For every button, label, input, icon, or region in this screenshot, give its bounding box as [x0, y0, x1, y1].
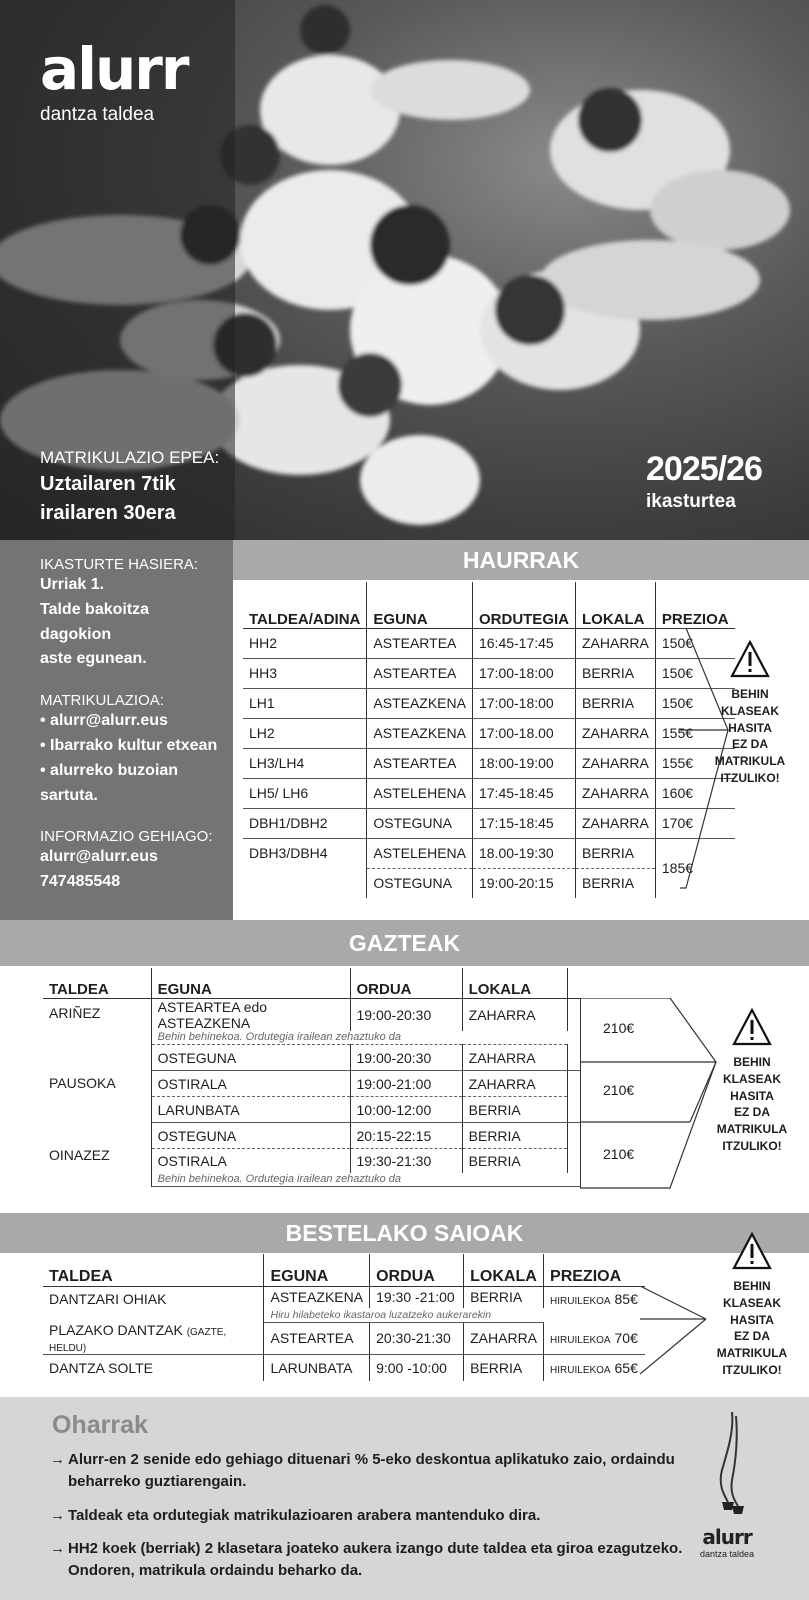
price: 85€: [614, 1290, 638, 1307]
warning-line: ITZULIKO!: [722, 1362, 782, 1377]
time: 19:00-20:30: [350, 998, 462, 1031]
group: DANTZA SOLTE: [43, 1355, 264, 1381]
start-label: IKASTURTE HASIERA:: [40, 556, 199, 573]
time: 20:15-22:15: [350, 1123, 462, 1149]
logo-subtitle: dantza taldea: [40, 104, 155, 125]
day: OSTIRALA: [151, 1071, 350, 1097]
time: 9:00 -10:00: [370, 1355, 464, 1381]
day: OSTIRALA: [151, 1149, 350, 1173]
time: 19:00-21:00: [350, 1071, 462, 1097]
day: ASTELEHENA: [367, 778, 473, 808]
warning-icon: [732, 1008, 772, 1046]
warning-line: EZ DA: [732, 737, 768, 752]
haurrak-band: HAURRAK: [233, 540, 809, 580]
more-info-phone: 747485548: [40, 873, 121, 891]
col-header: TALDEA: [43, 968, 151, 998]
price: 150€: [655, 688, 734, 718]
group-pausoka: PAUSOKA: [43, 1071, 151, 1123]
warning-line: HASITA: [730, 1312, 774, 1327]
time: 17:15-18:45: [472, 808, 575, 838]
time: 20:30-21:30: [370, 1322, 464, 1355]
note-item: → Taldeak eta ordutegiak matrikulazioaren arabera mantenduko dira.: [50, 1505, 690, 1527]
start-line: Urriak 1.: [40, 576, 105, 593]
place: BERRIA: [575, 688, 655, 718]
col-header: LOKALA: [462, 968, 567, 998]
table-row: [243, 778, 735, 808]
enrol-label: MATRIKULAZIOA:: [40, 692, 164, 710]
time: 10:00-12:00: [350, 1097, 462, 1123]
col-header: EGUNA: [264, 1254, 370, 1286]
group: HH3: [243, 658, 367, 688]
price: 210€: [603, 1146, 635, 1162]
day: ASTEARTEA: [367, 628, 473, 658]
haurrak-table: [243, 582, 735, 898]
col-header: ORDUA: [370, 1254, 464, 1286]
time: 19:00-20:15: [472, 868, 575, 898]
warning-line: HASITA: [730, 1088, 774, 1103]
gazteak-band: GAZTEAK: [0, 920, 809, 966]
price: 65€: [614, 1359, 638, 1376]
col-header: ORDUTEGIA: [472, 582, 575, 628]
place: ZAHARRA: [575, 748, 655, 778]
place: ZAHARRA: [575, 628, 655, 658]
start-line: Talde bakoitza dagokion: [40, 600, 150, 643]
col-header: ORDUA: [350, 968, 462, 998]
warning-line: MATRIKULA: [716, 1346, 788, 1361]
more-info-label: INFORMAZIO GEHIAGO:: [40, 828, 213, 846]
enrolment-period: [40, 448, 219, 526]
time: 17:00-18.00: [472, 718, 575, 748]
dancer-figure-icon: [702, 1410, 752, 1520]
time: 17:00-18:00: [472, 688, 575, 718]
table-row: [243, 718, 735, 748]
notes-panel: [0, 1397, 809, 1600]
footer-logo: [700, 1410, 754, 1559]
alurr-logo: [40, 35, 188, 126]
place: ZAHARRA: [575, 808, 655, 838]
place: BERRIA: [464, 1355, 544, 1381]
bestelako-arrows: [640, 1286, 710, 1382]
price-prefix: HIRUILEKOA: [550, 1335, 611, 1346]
enrolment-line-2: irailaren 30era: [40, 502, 176, 524]
place: ZAHARRA: [462, 1071, 567, 1097]
place: BERRIA: [462, 1123, 567, 1149]
place: ZAHARRA: [575, 718, 655, 748]
time: 17:00-18:00: [472, 658, 575, 688]
info-panel: [0, 540, 233, 920]
day: LARUNBATA: [151, 1097, 350, 1123]
price: 210€: [603, 1082, 635, 1098]
group: HH2: [243, 628, 367, 658]
bestelako-band: BESTELAKO SAIOAK: [0, 1213, 809, 1253]
price-prefix: HIRUILEKOA: [550, 1295, 611, 1307]
time: 17:45-18:45: [472, 778, 575, 808]
table-row: [243, 808, 735, 838]
warning-line: ITZULIKO!: [722, 1138, 782, 1153]
group-name: PLAZAKO DANTZAK: [49, 1322, 183, 1338]
price: 70€: [614, 1330, 638, 1346]
time: 18:00-19:00: [472, 748, 575, 778]
enrol-item: • alurr@alurr.eus: [40, 712, 168, 730]
notes-list: [50, 1449, 690, 1594]
price-cell: [544, 1355, 645, 1381]
day: ASTEARTEA: [367, 748, 473, 778]
col-header: LOKALA: [464, 1254, 544, 1286]
group: LH3/LH4: [243, 748, 367, 778]
gazteak-table: [43, 968, 580, 1187]
warning-line: KLASEAK: [722, 1295, 781, 1310]
col-header: PREZIOA: [544, 1254, 645, 1286]
day: ASTEARTEA: [367, 658, 473, 688]
price: 155€: [655, 748, 734, 778]
table-row: [243, 688, 735, 718]
day: OSTEGUNA: [151, 1123, 350, 1149]
gazteak-arrows: [580, 998, 720, 1190]
schedule-note: Behin behinekoa. Ordutegia irailean zehaztuko da: [151, 1031, 567, 1045]
place: BERRIA: [575, 868, 655, 898]
group: DBH1/DBH2: [243, 808, 367, 838]
day: OSTEGUNA: [367, 808, 473, 838]
group: LH5/ LH6: [243, 778, 367, 808]
warning-line: EZ DA: [734, 1329, 770, 1344]
time: 19:30-21:30: [350, 1149, 462, 1173]
group: LH2: [243, 718, 367, 748]
table-row: [243, 628, 735, 658]
warning-line: EZ DA: [734, 1105, 770, 1120]
price-cell: [544, 1286, 645, 1322]
place: ZAHARRA: [462, 998, 567, 1031]
day: ASTELEHENA: [367, 838, 473, 868]
warning-line: KLASEAK: [722, 1071, 781, 1086]
price: 150€: [655, 658, 734, 688]
col-header: TALDEA: [43, 1254, 264, 1286]
note-item: → HH2 koek (berriak) 2 klasetara joateko aukera izango dute taldea eta giroa ezagutzeko. Ondoren, matrikula ordaindu beharko da.: [50, 1538, 690, 1582]
logo-word: alurr: [40, 35, 188, 103]
footer-logo-sub: dantza taldea: [700, 1549, 755, 1559]
col-header: EGUNA: [151, 968, 350, 998]
col-header: PREZIOA: [655, 582, 734, 628]
group-oinazez: OINAZEZ: [43, 1123, 151, 1187]
group-arinez: ARIÑEZ: [43, 998, 151, 1071]
price: 155€: [655, 718, 734, 748]
group-qualifier: (GAZTE, HELDU): [49, 1327, 227, 1354]
time: 18.00-19:30: [472, 838, 575, 868]
warning-line: ITZULIKO!: [720, 770, 780, 785]
school-year: [646, 450, 762, 513]
bestelako-warning: [712, 1232, 792, 1379]
time: 19:00-20:30: [350, 1045, 462, 1071]
place: BERRIA: [462, 1149, 567, 1173]
col-header: LOKALA: [575, 582, 655, 628]
price: 210€: [603, 1020, 635, 1036]
year-label: ikasturtea: [646, 491, 736, 512]
place: BERRIA: [575, 658, 655, 688]
place: ZAHARRA: [464, 1322, 544, 1355]
place: BERRIA: [575, 838, 655, 868]
year-value: 2025/26: [646, 450, 762, 488]
warning-line: MATRIKULA: [716, 1122, 788, 1137]
group: LH1: [243, 688, 367, 718]
place: ZAHARRA: [462, 1045, 567, 1071]
enrol-item: • alurreko buzoian sartuta.: [40, 761, 179, 804]
warning-line: MATRIKULA: [714, 754, 786, 769]
day: ASTEARTEA: [264, 1322, 370, 1355]
day: ASTEAZKENA: [367, 688, 473, 718]
hero-photo: [0, 0, 809, 540]
col-header-spacer: [567, 968, 580, 998]
place: BERRIA: [462, 1097, 567, 1123]
day: LARUNBATA: [264, 1355, 370, 1381]
group: [43, 1322, 264, 1355]
day: ASTEARTEA edo ASTEAZKENA: [151, 998, 350, 1031]
haurrak-warning: [710, 640, 790, 787]
day: OSTEGUNA: [151, 1045, 350, 1071]
price: 160€: [655, 778, 734, 808]
enrol-item: • Ibarrako kultur etxean: [40, 736, 218, 754]
more-info-email: alurr@alurr.eus: [40, 848, 158, 866]
footer-logo-word: alurr: [702, 1525, 752, 1549]
warning-line: BEHIN: [733, 1055, 771, 1069]
table-row: [243, 838, 735, 868]
group: DANTZARI OHIAK: [43, 1286, 264, 1322]
gazteak-warning: [712, 1008, 792, 1155]
note-item: → Alurr-en 2 senide edo gehiago dituenari % 5-eko deskontua aplikatuko zaio, ordaindu beharreko guztiarengain.: [50, 1449, 690, 1493]
place: ZAHARRA: [575, 778, 655, 808]
time: 19:30 -21:00: [370, 1286, 464, 1308]
warning-line: HASITA: [728, 720, 772, 735]
place: BERRIA: [464, 1286, 544, 1308]
price: 185€: [661, 860, 694, 877]
table-row: [243, 658, 735, 688]
course-note: Hiru hilabeteko ikastaroa luzatzeko aukerarekin: [264, 1308, 544, 1322]
enrolment-label: MATRIKULAZIO EPEA:: [40, 448, 220, 467]
day: ASTEAZKENA: [367, 718, 473, 748]
col-header: EGUNA: [367, 582, 473, 628]
start-line: aste egunean.: [40, 650, 147, 668]
day: OSTEGUNA: [367, 868, 473, 898]
schedule-note: Behin behinekoa. Ordutegia irailean zehaztuko da: [151, 1173, 567, 1187]
price: 150€: [655, 628, 734, 658]
bestelako-table: [43, 1254, 645, 1381]
warning-icon: [730, 640, 770, 678]
day: ASTEAZKENA: [264, 1286, 370, 1308]
price-prefix: HIRUILEKOA: [550, 1364, 611, 1376]
group: DBH3/DBH4: [243, 838, 367, 898]
warning-line: KLASEAK: [720, 703, 779, 718]
warning-line: BEHIN: [731, 687, 769, 701]
enrolment-line-1: Uztailaren 7tik: [40, 473, 176, 495]
price: 170€: [655, 808, 734, 838]
table-row: [243, 748, 735, 778]
notes-title: Oharrak: [52, 1411, 148, 1439]
warning-icon: [732, 1232, 772, 1270]
time: 16:45-17:45: [472, 628, 575, 658]
col-header: TALDEA/ADINA: [243, 582, 367, 628]
price-cell: [544, 1322, 645, 1355]
warning-line: BEHIN: [733, 1279, 771, 1293]
